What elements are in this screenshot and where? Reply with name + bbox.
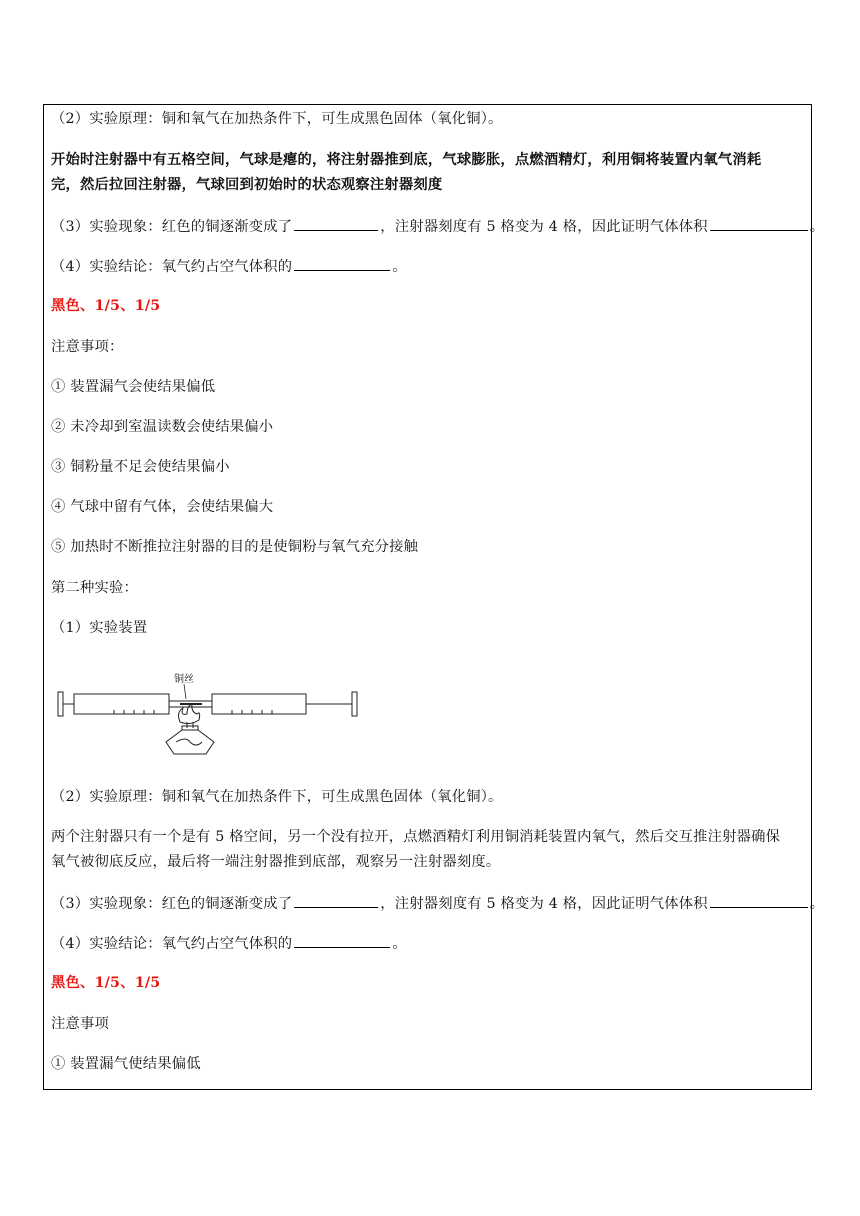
- notes-title-2: 注意事项: [51, 1016, 109, 1032]
- procedure-text-1b: 完，然后拉回注射器，气球回到初始时的状态观察注射器刻度: [51, 177, 443, 193]
- left-syringe: [58, 692, 176, 716]
- fill-blank-volume[interactable]: [710, 893, 808, 908]
- fill-blank-fraction[interactable]: [294, 256, 390, 271]
- fill-blank-color[interactable]: [294, 893, 378, 908]
- phenomenon-text-c: 。: [809, 219, 825, 235]
- answer-text-2: 黑色、1/5、1/5: [51, 975, 161, 991]
- notes-title-1: 注意事项：: [51, 339, 124, 355]
- phenomenon-text-a: （3）实验现象：红色的铜逐渐变成了: [51, 219, 293, 235]
- conclusion-line-2: [51, 933, 407, 954]
- principle-text-1: （2）实验原理：铜和氧气在加热条件下，可生成黑色固体（氧化铜）。: [51, 111, 503, 127]
- note-item: ① 装置漏气会使结果偏低: [51, 379, 216, 395]
- phenomenon-text-b: ，注射器刻度有 5 格变为 4 格，因此证明气体体积: [380, 219, 708, 235]
- phenomenon-line-1: [51, 216, 824, 237]
- conclusion-text-a: （4）实验结论：氧气约占空气体积的: [51, 936, 293, 952]
- apparatus-label-2: （1）实验装置: [51, 620, 148, 636]
- phenomenon-text-b: ，注射器刻度有 5 格变为 4 格，因此证明气体体积: [380, 896, 708, 912]
- phenomenon-text-c: 。: [809, 896, 825, 912]
- phenomenon-line-2: [51, 893, 824, 914]
- conclusion-text-b: 。: [392, 259, 407, 275]
- phenomenon-text-a: （3）实验现象：红色的铜逐渐变成了: [51, 896, 293, 912]
- note-item: ③ 铜粉量不足会使结果偏小: [51, 459, 230, 475]
- alcohol-lamp-icon: [166, 722, 214, 754]
- principle-text-2: （2）实验原理：铜和氧气在加热条件下，可生成黑色固体（氧化铜）。: [51, 789, 503, 805]
- conclusion-text-b: 。: [392, 936, 407, 952]
- figure-label-copper-wire: 铜丝: [174, 674, 194, 685]
- conclusion-text-a: （4）实验结论：氧气约占空气体积的: [51, 259, 293, 275]
- fill-blank-volume[interactable]: [710, 216, 808, 231]
- note-item: ② 未冷却到室温读数会使结果偏小: [51, 419, 274, 435]
- procedure-text-1a: 开始时注射器中有五格空间，气球是瘪的，将注射器推到底，气球膨胀，点燃酒精灯，利用铜将装置内氧气消耗: [51, 152, 762, 168]
- note-item: ④ 气球中留有气体，会使结果偏大: [51, 499, 274, 515]
- procedure-text-2b: 氧气被彻底反应，最后将一端注射器推到底部，观察另一注射器刻度。: [51, 854, 501, 870]
- fill-blank-color[interactable]: [294, 216, 378, 231]
- procedure-text-2a: 两个注射器只有一个是有 5 格空间，另一个没有拉开，点燃酒精灯利用铜消耗装置内氧气，然后交互推注射器确保: [51, 829, 781, 845]
- apparatus-figure: [56, 670, 368, 756]
- right-syringe: [206, 692, 357, 716]
- note-item: ⑤ 加热时不断推拉注射器的目的是使铜粉与氧气充分接触: [51, 539, 419, 555]
- note-item: ① 装置漏气使结果偏低: [51, 1056, 201, 1072]
- section-title-2: 第二种实验：: [51, 580, 138, 596]
- fill-blank-fraction[interactable]: [294, 933, 390, 948]
- conclusion-line-1: [51, 256, 407, 277]
- answer-text-1: 黑色、1/5、1/5: [51, 298, 161, 314]
